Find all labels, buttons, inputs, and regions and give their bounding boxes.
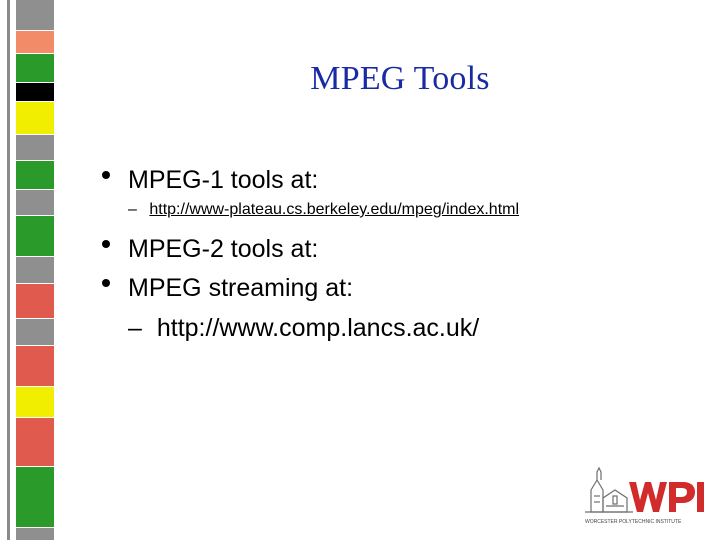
link-berkeley-mpeg[interactable]: http://www-plateau.cs.berkeley.edu/mpeg/index.html <box>149 201 520 218</box>
wpi-logo-icon <box>585 462 710 526</box>
decorative-sidebar <box>0 0 72 540</box>
sidebar-block-red <box>16 418 54 466</box>
subitem-dash: – <box>128 201 137 218</box>
sidebar-block-yellow <box>16 102 54 134</box>
sidebar-rail <box>7 0 10 540</box>
bullet-icon <box>102 240 110 248</box>
sidebar-block-green <box>16 54 54 82</box>
bullet-icon <box>102 171 110 179</box>
subitem-mpeg1-link[interactable] <box>128 201 519 219</box>
sidebar-block-gray <box>16 257 54 283</box>
sidebar-block-gray <box>16 190 54 215</box>
sidebar-block-gray <box>16 135 54 160</box>
link-lancs[interactable]: http://www.comp.lancs.ac.uk/ <box>156 314 480 342</box>
subitem-streaming-link[interactable] <box>128 314 479 343</box>
sidebar-block-red <box>16 284 54 318</box>
sidebar-block-orange <box>16 31 54 53</box>
sidebar-block-green <box>16 161 54 189</box>
sidebar-block-red <box>16 346 54 386</box>
bullet-icon <box>102 279 110 287</box>
bullet-mpeg2: MPEG-2 tools at: <box>128 235 319 263</box>
subitem-dash: – <box>128 314 142 342</box>
sidebar-block-black <box>16 83 54 101</box>
slide-title: MPEG Tools <box>310 60 490 97</box>
sidebar-block-gray <box>16 0 54 30</box>
sidebar-block-yellow <box>16 387 54 417</box>
wpi-logo <box>585 462 710 526</box>
sidebar-block-green <box>16 467 54 527</box>
sidebar-block-gray <box>16 528 54 540</box>
sidebar-block-green <box>16 216 54 256</box>
wpi-subtitle-text: WORCESTER POLYTECHNIC INSTITUTE <box>585 519 682 525</box>
bullet-mpeg-streaming: MPEG streaming at: <box>128 274 354 302</box>
sidebar-block-gray <box>16 319 54 345</box>
bullet-mpeg1: MPEG-1 tools at: <box>128 166 319 194</box>
